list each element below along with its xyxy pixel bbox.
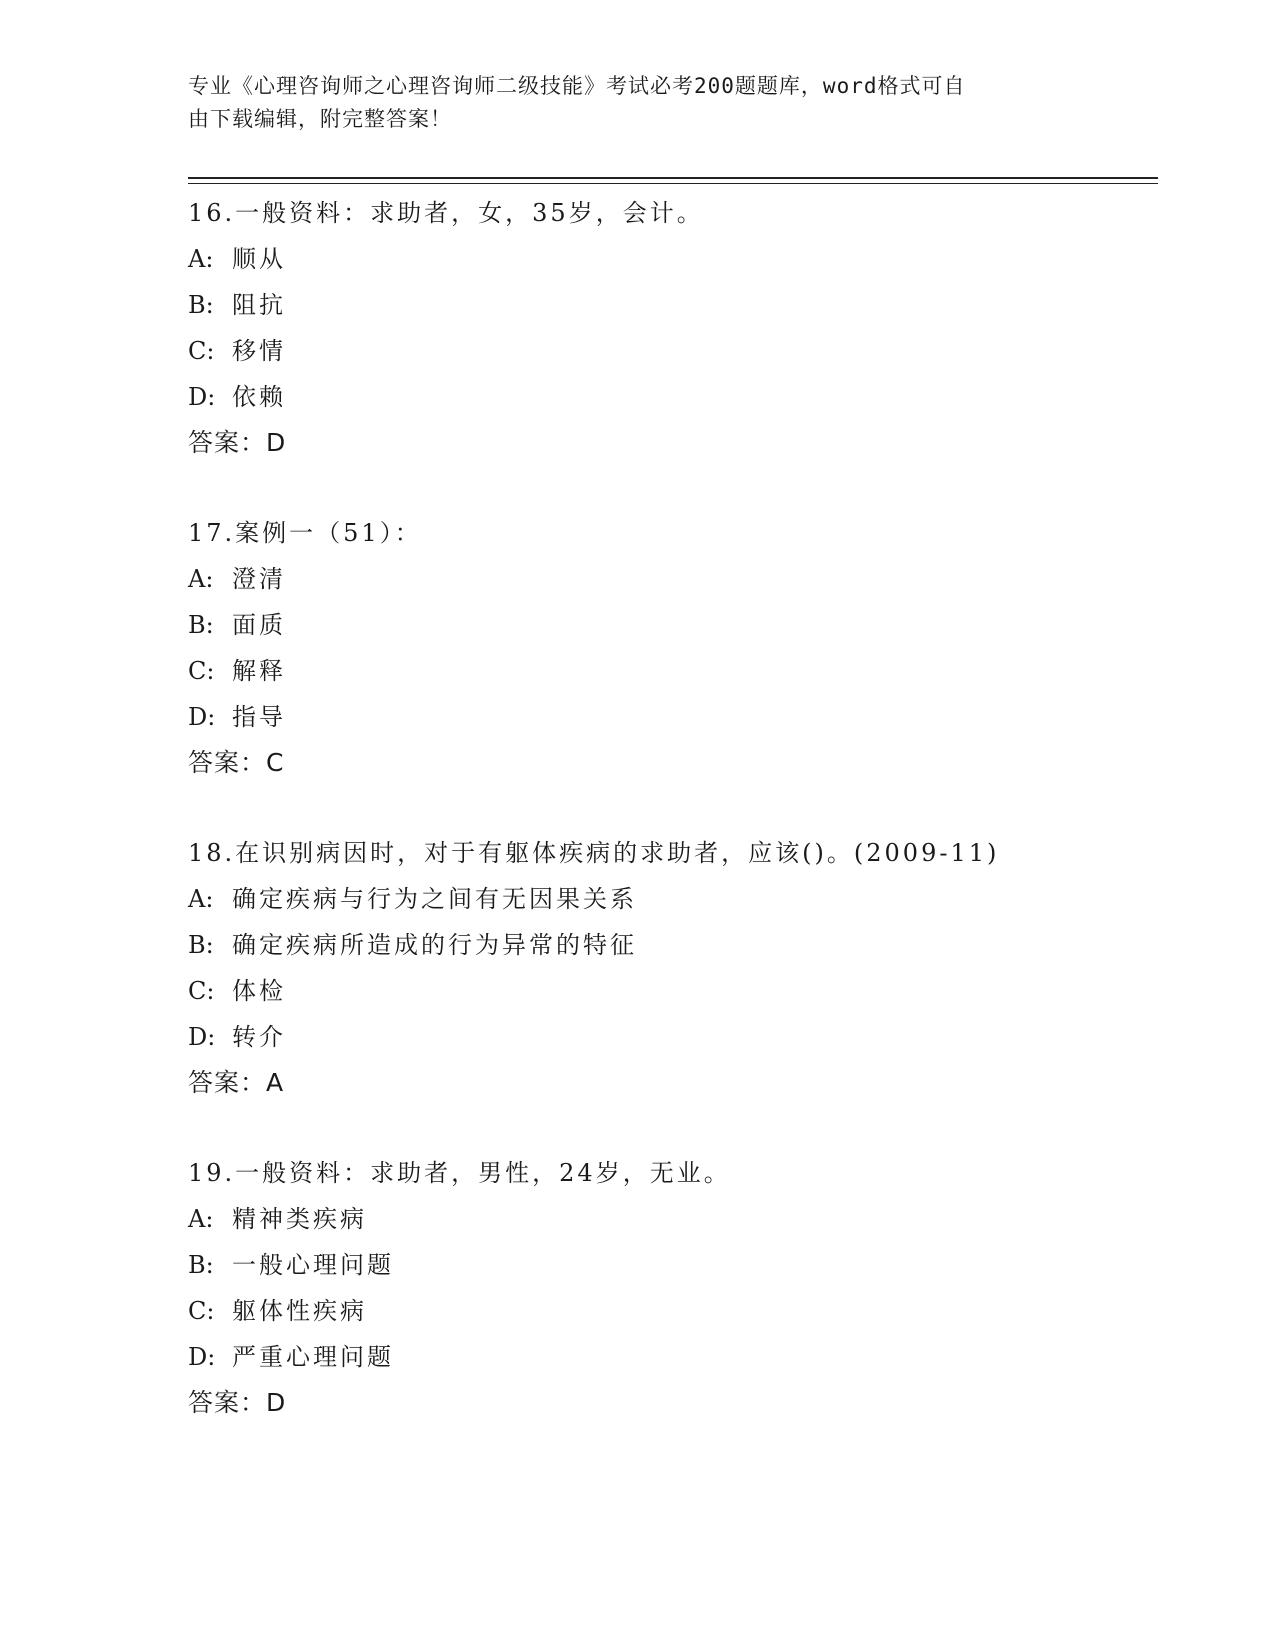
header-line-2: 由下载编辑，附完整答案！	[188, 107, 452, 131]
question-stem: 17.案例一（51）：	[188, 519, 422, 547]
question-17	[188, 510, 1158, 786]
option-a	[188, 556, 1158, 602]
option-b	[188, 602, 1158, 648]
question-stem: 16.一般资料：求助者，女，35岁，会计。	[188, 199, 704, 227]
option-c	[188, 1288, 1158, 1334]
option-d	[188, 1014, 1158, 1060]
option-text: 阻抗	[232, 291, 286, 319]
option-text: 澄清	[232, 565, 286, 593]
option-text: 面质	[232, 611, 286, 639]
option-letter: B:	[188, 931, 214, 959]
option-text: 移情	[232, 337, 286, 365]
option-b	[188, 922, 1158, 968]
option-letter: B:	[188, 291, 214, 319]
option-d	[188, 694, 1158, 740]
answer-line: 答案：D	[188, 1388, 287, 1417]
option-text: 严重心理问题	[232, 1343, 394, 1371]
option-text: 体检	[232, 977, 286, 1005]
option-c	[188, 328, 1158, 374]
question-stem: 18.在识别病因时，对于有躯体疾病的求助者，应该()。(2009-11)	[188, 839, 1000, 867]
option-text: 确定疾病与行为之间有无因果关系	[232, 885, 637, 913]
header-line-1: 专业《心理咨询师之心理咨询师二级技能》考试必考200题题库，word格式可自	[188, 74, 966, 98]
option-letter: A:	[188, 1205, 214, 1233]
option-d	[188, 374, 1158, 420]
option-a	[188, 876, 1158, 922]
option-text: 躯体性疾病	[232, 1297, 367, 1325]
option-b	[188, 282, 1158, 328]
answer-line: 答案：A	[188, 1068, 285, 1097]
question-list	[188, 190, 1158, 1426]
option-d	[188, 1334, 1158, 1380]
option-letter: C:	[188, 977, 215, 1005]
header-divider-thin	[188, 183, 1158, 184]
option-letter: C:	[188, 337, 215, 365]
option-text: 转介	[232, 1023, 286, 1051]
option-text: 解释	[232, 657, 286, 685]
option-letter: C:	[188, 1297, 215, 1325]
option-letter: B:	[188, 1251, 214, 1279]
option-b	[188, 1242, 1158, 1288]
option-a	[188, 1196, 1158, 1242]
option-a	[188, 236, 1158, 282]
option-c	[188, 648, 1158, 694]
question-16	[188, 190, 1158, 466]
option-text: 指导	[232, 703, 286, 731]
option-text: 精神类疾病	[232, 1205, 367, 1233]
option-letter: C:	[188, 657, 215, 685]
option-letter: D:	[188, 1343, 216, 1371]
option-letter: D:	[188, 383, 216, 411]
document-header	[188, 70, 1068, 136]
question-18	[188, 830, 1158, 1106]
option-text: 确定疾病所造成的行为异常的特征	[232, 931, 637, 959]
option-letter: A:	[188, 245, 214, 273]
option-text: 依赖	[232, 383, 286, 411]
option-letter: B:	[188, 611, 214, 639]
header-divider-thick	[188, 177, 1158, 179]
option-text: 一般心理问题	[232, 1251, 394, 1279]
option-c	[188, 968, 1158, 1014]
option-letter: D:	[188, 1023, 216, 1051]
answer-line: 答案：D	[188, 428, 287, 457]
answer-line: 答案：C	[188, 748, 285, 777]
option-letter: A:	[188, 565, 214, 593]
option-text: 顺从	[232, 245, 286, 273]
option-letter: A:	[188, 885, 214, 913]
question-stem: 19.一般资料：求助者，男性，24岁，无业。	[188, 1159, 731, 1187]
option-letter: D:	[188, 703, 216, 731]
question-19	[188, 1150, 1158, 1426]
